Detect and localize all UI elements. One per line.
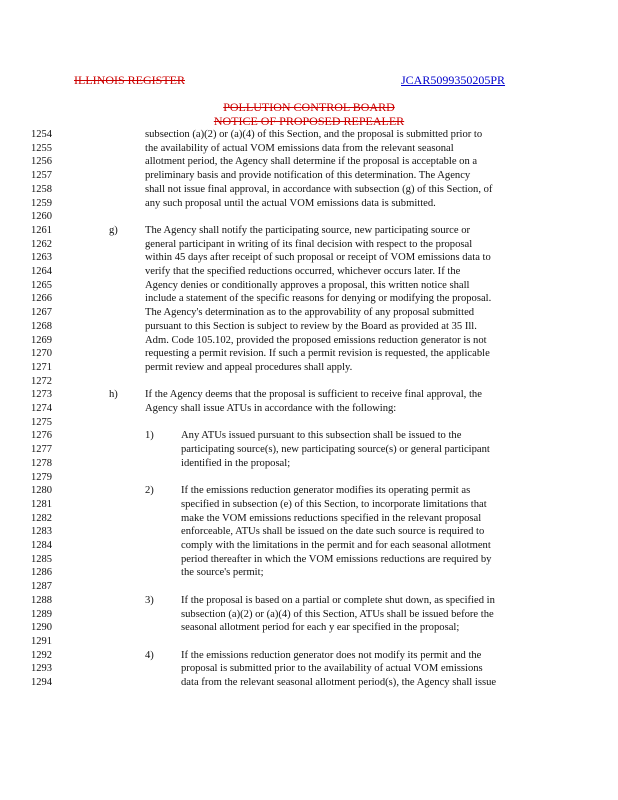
line-number: 1292 xyxy=(31,649,52,661)
line-text: general participant in writing of its final decision with respect to the proposal xyxy=(145,238,473,250)
line-text: pursuant to this Section is subject to review by the Board as provided at 35 Ill. xyxy=(145,320,477,332)
line-number: 1254 xyxy=(31,129,52,140)
notice-title: NOTICE OF PROPOSED REPEALER xyxy=(213,114,405,128)
line-text: The Agency's determination as to the approvability of any proposal submitted xyxy=(145,307,475,319)
line-text: If the proposal is based on a partial or complete shut down, as specified in xyxy=(181,594,495,606)
subsection-label: 4) xyxy=(145,649,154,661)
line-text: Agency shall issue ATUs in accordance with the following: xyxy=(145,403,397,414)
register-title: ILLINOIS REGISTER xyxy=(74,73,185,87)
line-text: If the emissions reduction generator modifies its operating permit as xyxy=(181,485,471,497)
line-text: period thereafter in which the VOM emissions reductions are required by xyxy=(181,553,492,565)
line-text: within 45 days after receipt of such proposal or receipt of VOM emissions data to xyxy=(145,252,491,264)
line-number: 1268 xyxy=(31,320,52,332)
subsection-label: g) xyxy=(109,224,118,236)
line-number: 1280 xyxy=(31,485,52,497)
line-number: 1257 xyxy=(31,170,52,182)
line-number: 1274 xyxy=(31,403,52,414)
subsection-label: h) xyxy=(109,389,118,401)
line-text: The Agency shall notify the participating source, new participating source or xyxy=(145,224,471,236)
line-text: requesting a permit revision. If such a permit revision is requested, the applicable xyxy=(145,348,490,360)
line-number: 1273 xyxy=(31,389,52,401)
line-text: include a statement of the specific reasons for denying or modifying the proposal. xyxy=(145,293,492,305)
line-text: allotment period, the Agency shall determine if the proposal is acceptable on a xyxy=(145,156,478,168)
line-number: 1269 xyxy=(31,334,52,346)
line-text: Adm. Code 105.102, provided the proposed emissions reduction generator is not xyxy=(145,334,487,346)
line-number: 1278 xyxy=(31,457,52,469)
line-number: 1290 xyxy=(31,622,52,634)
line-text: data from the relevant seasonal allotment period(s), the Agency shall issue xyxy=(181,677,497,688)
document-id: JCAR5099350205PR xyxy=(401,73,506,87)
line-text: comply with the limitations in the permit and for each seasonal allotment xyxy=(181,540,491,551)
line-text: the source's permit; xyxy=(181,567,264,579)
line-number: 1277 xyxy=(31,444,52,456)
line-number: 1262 xyxy=(31,238,52,250)
line-text: preliminary basis and provide notification of this determination. The Agency xyxy=(145,170,471,182)
line-number: 1289 xyxy=(31,608,52,620)
board-title: POLLUTION CONTROL BOARD xyxy=(223,100,395,114)
line-text: participating source(s), new participating source(s) or general participant xyxy=(181,444,490,456)
line-number: 1258 xyxy=(31,183,52,195)
line-number: 1291 xyxy=(31,635,52,647)
line-number: 1283 xyxy=(31,526,52,538)
line-number: 1259 xyxy=(31,197,52,209)
line-text: subsection (a)(2) or (a)(4) of this Section, and the proposal is submitted prior to xyxy=(145,129,483,140)
line-number: 1270 xyxy=(31,348,52,360)
line-text: enforceable, ATUs shall be issued on the date such source is required to xyxy=(181,526,485,538)
line-text: Agency denies or conditionally approves a proposal, this written notice shall xyxy=(145,279,470,291)
line-number: 1284 xyxy=(31,540,52,551)
line-text: verify that the specified reductions occurred, whichever occurs later. If the xyxy=(145,266,461,277)
line-text: specified in subsection (e) of this Section, to incorporate limitations that xyxy=(181,498,487,510)
line-number: 1293 xyxy=(31,663,52,675)
line-number: 1288 xyxy=(31,594,52,606)
line-text: subsection (a)(2) or (a)(4) of this Section, ATUs shall be issued before the xyxy=(181,608,494,620)
line-number: 1294 xyxy=(31,677,52,688)
line-text: permit review and appeal procedures shall apply. xyxy=(145,361,353,373)
line-number: 1286 xyxy=(31,567,52,579)
line-number: 1276 xyxy=(31,430,52,442)
line-text: shall not issue final approval, in accordance with subsection (g) of this Section, of xyxy=(145,183,493,195)
line-number: 1281 xyxy=(31,498,52,510)
line-text: make the VOM emissions reductions specified in the relevant proposal xyxy=(181,512,482,524)
line-text: seasonal allotment period for each y ear specified in the proposal; xyxy=(181,622,460,634)
line-text: Any ATUs issued pursuant to this subsection shall be issued to the xyxy=(181,430,462,442)
subsection-label: 2) xyxy=(145,485,154,497)
line-text: If the Agency deems that the proposal is sufficient to receive final approval, the xyxy=(145,389,482,401)
line-number: 1279 xyxy=(31,471,52,483)
line-number: 1255 xyxy=(31,142,52,154)
line-text: proposal is submitted prior to the availability of actual VOM emissions xyxy=(181,663,483,675)
line-number: 1261 xyxy=(31,224,52,236)
line-number: 1267 xyxy=(31,307,52,319)
line-number: 1256 xyxy=(31,156,52,168)
line-number: 1275 xyxy=(31,416,52,428)
line-number: 1285 xyxy=(31,553,52,565)
line-number: 1271 xyxy=(31,361,52,373)
line-number: 1272 xyxy=(31,375,52,387)
line-number: 1266 xyxy=(31,293,52,305)
line-number: 1263 xyxy=(31,252,52,264)
line-text: identified in the proposal; xyxy=(181,457,291,469)
line-number: 1264 xyxy=(31,266,52,277)
line-text: any such proposal until the actual VOM emissions data is submitted. xyxy=(145,197,436,209)
line-text: the availability of actual VOM emissions data from the relevant seasonal xyxy=(145,142,454,154)
line-text: If the emissions reduction generator does not modify its permit and the xyxy=(181,649,482,661)
line-number: 1260 xyxy=(31,211,52,223)
line-number: 1282 xyxy=(31,512,52,524)
subsection-label: 3) xyxy=(145,594,154,606)
subsection-label: 1) xyxy=(145,430,154,442)
line-number: 1287 xyxy=(31,581,52,593)
line-number: 1265 xyxy=(31,279,52,291)
